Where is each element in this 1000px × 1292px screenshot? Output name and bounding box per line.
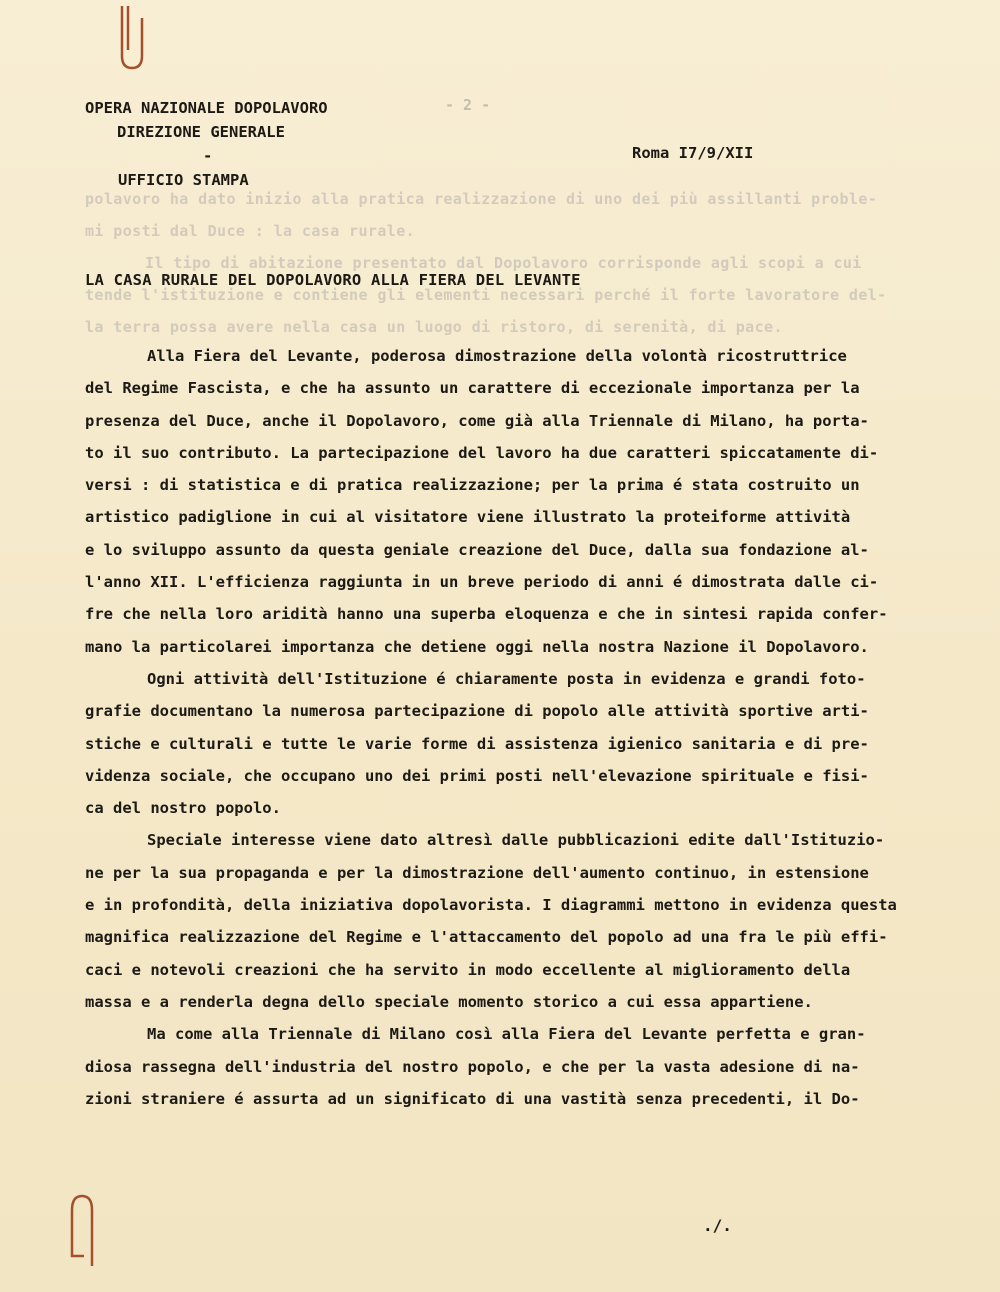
continuation-mark: ./. xyxy=(703,1216,732,1235)
text-line: presenza del Duce, anche il Dopolavoro, come già alla Triennale di Milano, ha porta- xyxy=(85,411,869,430)
text-line: ca del nostro popolo. xyxy=(85,799,281,818)
bleed-line: Il tipo di abitazione presentato dal Dopolavoro corrisponde agli scopi a cui xyxy=(145,254,862,272)
page-number: - 2 - xyxy=(445,96,491,114)
text-line: artistico padiglione in cui al visitatore viene illustrato la proteiforme attività xyxy=(85,508,851,527)
office-name: UFFICIO STAMPA xyxy=(118,171,249,189)
text-line: magnifica realizzazione del Regime e l'attaccamento del popolo ad una fra le più effi- xyxy=(85,928,888,947)
text-line: Alla Fiera del Levante, poderosa dimostrazione della volontà ricostruttrice xyxy=(147,347,847,365)
text-line: fre che nella loro aridità hanno una superba eloquenza e che in sintesi rapida confer- xyxy=(85,605,888,624)
text-line: videnza sociale, che occupano uno dei primi posti nell'elevazione spirituale e fisi- xyxy=(85,766,869,785)
text-line: e in profondità, della iniziativa dopolavorista. I diagrammi mettono in evidenza questa xyxy=(85,896,897,915)
text-line: ne per la sua propaganda e per la dimostrazione dell'aumento continuo, in estensione xyxy=(85,863,869,882)
text-line: diosa rassegna dell'industria del nostro popolo, e che per la vasta adesione di na- xyxy=(85,1057,860,1076)
letterhead xyxy=(85,96,328,192)
text-line: Ogni attività dell'Istituzione é chiaramente posta in evidenza e grandi foto- xyxy=(147,669,866,688)
organization-name: OPERA NAZIONALE DOPOLAVORO xyxy=(85,99,328,117)
bleed-line: tende l'istituzione e contiene gli elementi necessari perché il forte lavoratore del- xyxy=(85,286,887,304)
text-line: Ma come alla Triennale di Milano così alla Fiera del Levante perfetta e gran- xyxy=(147,1025,866,1044)
text-line: massa e a renderla degna dello speciale momento storico a cui essa appartiene. xyxy=(85,992,813,1011)
text-line: l'anno XII. L'efficienza raggiunta in un breve periodo di anni é dimostrata dalle ci- xyxy=(85,573,879,592)
text-line: zioni straniere é assurta ad un significato di una vastità senza precedenti, il Do- xyxy=(85,1089,860,1108)
bleed-line: mi posti dal Duce : la casa rurale. xyxy=(85,222,416,240)
text-line: grafie documentano la numerosa partecipazione di popolo alle attività sportive arti- xyxy=(85,702,869,721)
bleed-line: polavoro ha dato inizio alla pratica realizzazione di uno dei più assillanti proble- xyxy=(85,190,878,208)
text-line: to il suo contributo. La partecipazione del lavoro ha due caratteri spiccatamente di- xyxy=(85,443,879,462)
text-line: del Regime Fascista, e che ha assunto un carattere di eccezionale importanza per la xyxy=(85,379,860,398)
date-line: Roma I7/9/XII xyxy=(632,144,754,162)
paper-clip-icon xyxy=(64,1190,104,1270)
text-line: e lo sviluppo assunto da questa geniale creazione del Duce, dalla sua fondazione al- xyxy=(85,540,869,559)
text-line: mano la particolarei importanza che detiene oggi nella nostra Nazione il Dopolavoro. xyxy=(85,637,869,656)
paper-clip-icon xyxy=(112,4,152,74)
header-dash: - xyxy=(203,147,213,165)
body-text xyxy=(85,340,985,1115)
text-line: Speciale interesse viene dato altresì dalle pubblicazioni edite dall'Istituzio- xyxy=(147,831,885,850)
text-line: caci e notevoli creazioni che ha servito in modo eccellente al miglioramento della xyxy=(85,960,851,979)
direction-name: DIREZIONE GENERALE xyxy=(117,123,285,141)
bleed-line: la terra possa avere nella casa un luogo di ristoro, di serenità, di pace. xyxy=(85,318,783,336)
text-line: versi : di statistica e di pratica realizzazione; per la prima é stata costruito un xyxy=(85,476,860,495)
text-line: stiche e culturali e tutte le varie forme di assistenza igienico sanitaria e di pre- xyxy=(85,734,869,753)
document-title: LA CASA RURALE DEL DOPOLAVORO ALLA FIERA DEL LEVANTE xyxy=(85,271,581,289)
